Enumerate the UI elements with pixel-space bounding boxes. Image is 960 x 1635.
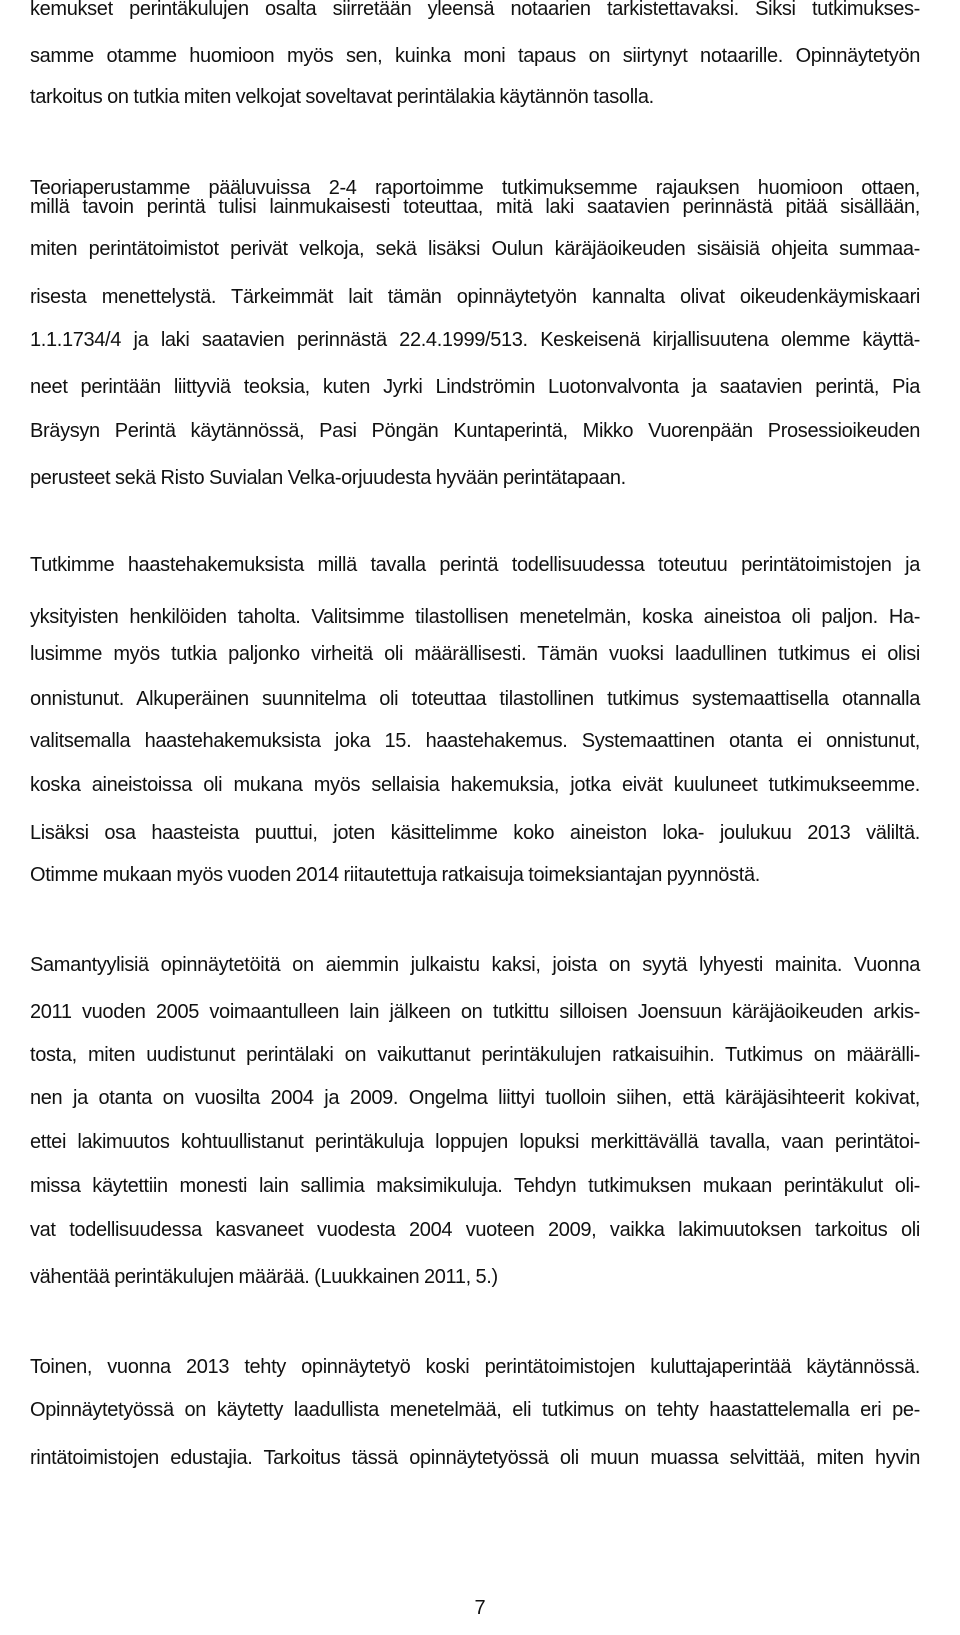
text-line: Toinen, vuonna 2013 tehty opinnäytetyö koski perintätoimistojen kuluttajaperintää käytännössä. <box>30 1356 920 1378</box>
text-line: 1.1.1734/4 ja laki saatavien perinnästä 22.4.1999/513. Keskeisenä kirjallisuutena olemme käyttä- <box>30 329 920 351</box>
text-line: perusteet sekä Risto Suvialan Velka-orjuudesta hyvään perintätapaan. <box>30 467 626 489</box>
text-line: yksityisten henkilöiden taholta. Valitsimme tilastollisen menetelmän, koska aineistoa oli paljon. Ha- <box>30 606 920 628</box>
text-line: Teoriaperustamme pääluvuissa 2-4 raportoimme tutkimuksemme rajauksen huomioon ottaen, <box>30 177 920 199</box>
text-line: Opinnäytetyössä on käytetty laadullista menetelmää, eli tutkimus on tehty haastattelemalla eri pe- <box>30 1399 920 1421</box>
text-line: millä tavoin perintä tulisi lainmukaisesti toteuttaa, mitä laki saatavien perinnästä pitää sisällään, <box>30 196 920 218</box>
text-line: Otimme mukaan myös vuoden 2014 riitautettuja ratkaisuja toimeksiantajan pyynnöstä. <box>30 864 760 886</box>
text-line: onnistunut. Alkuperäinen suunnitelma oli toteuttaa tilastollinen tutkimus systemaattisella otannalla <box>30 688 920 710</box>
text-line: Bräysyn Perintä käytännössä, Pasi Pöngän Kuntaperintä, Mikko Vuorenpään Prosessioikeuden <box>30 420 920 442</box>
text-line: tarkoitus on tutkia miten velkojat soveltavat perintälakia käytännön tasolla. <box>30 86 654 108</box>
text-line: Lisäksi osa haasteista puuttui, joten käsittelimme koko aineiston loka- joulukuu 2013 väliltä. <box>30 822 920 844</box>
text-line: 2011 vuoden 2005 voimaantulleen lain jälkeen on tutkittu silloisen Joensuun käräjäoikeuden arkis- <box>30 1001 920 1023</box>
page-number: 7 <box>474 1597 486 1619</box>
text-line: vähentää perintäkulujen määrää. (Luukkainen 2011, 5.) <box>30 1266 498 1288</box>
text-line: samme otamme huomioon myös sen, kuinka moni tapaus on siirtynyt notaarille. Opinnäytetyön <box>30 45 920 67</box>
text-line: Tutkimme haastehakemuksista millä tavalla perintä todellisuudessa toteutuu perintätoimistojen ja <box>30 554 920 576</box>
text-line: ettei lakimuutos kohtuullistanut perintäkuluja loppujen lopuksi merkittävällä tavalla, vaan perintätoi- <box>30 1131 920 1153</box>
text-line: vat todellisuudessa kasvaneet vuodesta 2004 vuoteen 2009, vaikka lakimuutoksen tarkoitus oli <box>30 1219 920 1241</box>
text-line: valitsemalla haastehakemuksista joka 15. haastehakemus. Systemaattinen otanta ei onnistunut, <box>30 730 920 752</box>
text-line: kemukset perintäkulujen osalta siirretään yleensä notaarien tarkistettavaksi. Siksi tutkimukses- <box>30 0 920 20</box>
text-line: missa käytettiin monesti lain sallimia maksimikuluja. Tehdyn tutkimuksen mukaan perintäkulut oli- <box>30 1175 920 1197</box>
text-line: neet perintään liittyviä teoksia, kuten Jyrki Lindströmin Luotonvalvonta ja saatavien perintä, Pia <box>30 376 920 398</box>
text-line: koska aineistoissa oli mukana myös sellaisia hakemuksia, jotka eivät kuuluneet tutkimukseemme. <box>30 774 920 796</box>
text-line: lusimme myös tutkia paljonko virheitä oli määrällisesti. Tämän vuoksi laadullinen tutkimus ei olisi <box>30 643 920 665</box>
text-line: rintätoimistojen edustajia. Tarkoitus tässä opinnäytetyössä oli muun muassa selvittää, miten hyvin <box>30 1447 920 1469</box>
text-line: tosta, miten uudistunut perintälaki on vaikuttanut perintäkulujen ratkaisuihin. Tutkimus on määrälli- <box>30 1044 920 1066</box>
text-line: Samantyylisiä opinnäytetöitä on aiemmin julkaistu kaksi, joista on syytä lyhyesti mainita. Vuonna <box>30 954 920 976</box>
text-line: risesta menettelystä. Tärkeimmät lait tämän opinnäytetyön kannalta olivat oikeudenkäymiskaari <box>30 286 920 308</box>
text-line: nen ja otanta on vuosilta 2004 ja 2009. Ongelma liittyi tuolloin siihen, että käräjäsihteerit kokivat, <box>30 1087 920 1109</box>
text-line: miten perintätoimistot perivät velkoja, sekä lisäksi Oulun käräjäoikeuden sisäisiä ohjeita summaa- <box>30 238 920 260</box>
